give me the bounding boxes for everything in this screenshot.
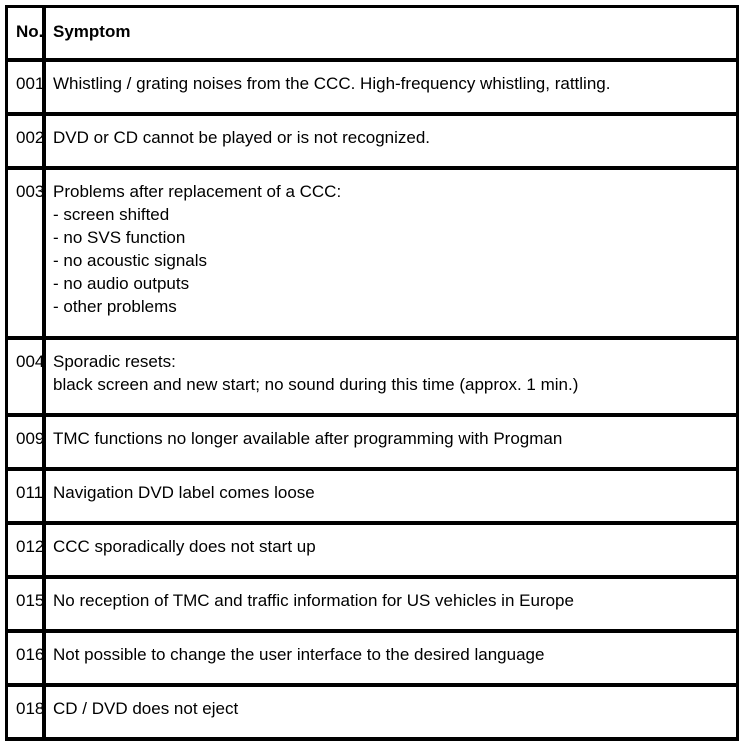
row-symptom [46,417,739,471]
row-number: 018 [5,687,46,741]
symptom-table [5,5,739,741]
row-number: 001 [5,62,46,116]
symptom-line: - no acoustic signals [53,251,208,270]
table-row [5,116,739,170]
row-symptom [46,340,739,417]
symptom-line: No reception of TMC and traffic information for US vehicles in Europe [53,591,574,610]
symptom-line: - other problems [53,297,177,316]
symptom-line: DVD or CD cannot be played or is not recognized. [53,128,431,147]
row-number: 003 [5,170,46,340]
row-number: 015 [5,579,46,633]
row-number: 009 [5,417,46,471]
table-row [5,340,739,417]
header-symptom: Symptom [46,5,739,62]
symptom-line: - no audio outputs [53,274,190,293]
symptom-line: Not possible to change the user interface to the desired language [53,645,545,664]
table-row [5,417,739,471]
row-number: 011 [5,471,46,525]
row-number: 002 [5,116,46,170]
row-symptom [46,170,739,340]
row-number: 004 [5,340,46,417]
symptom-line: Whistling / grating noises from the CCC. High-frequency whistling, rattling. [53,74,611,93]
symptom-line: Problems after replacement of a CCC: [53,182,342,201]
table-row [5,687,739,741]
table-row [5,471,739,525]
table-row [5,525,739,579]
symptom-line: TMC functions no longer available after programming with Progman [53,429,563,448]
table-row [5,633,739,687]
row-number: 012 [5,525,46,579]
symptom-line: black screen and new start; no sound during this time (approx. 1 min.) [53,375,579,394]
table-row [5,62,739,116]
row-symptom [46,471,739,525]
symptom-line: - screen shifted [53,205,170,224]
row-symptom [46,633,739,687]
symptom-line: CD / DVD does not eject [53,699,239,718]
table-row [5,579,739,633]
row-symptom [46,525,739,579]
header-no: No. [5,5,46,62]
table-header-row [5,5,739,62]
symptom-line: Navigation DVD label comes loose [53,483,315,502]
row-symptom [46,687,739,741]
row-symptom [46,62,739,116]
row-number: 016 [5,633,46,687]
table-row [5,170,739,340]
symptom-line: Sporadic resets: [53,352,176,371]
symptom-line: CCC sporadically does not start up [53,537,316,556]
row-symptom [46,579,739,633]
row-symptom [46,116,739,170]
symptom-line: - no SVS function [53,228,186,247]
